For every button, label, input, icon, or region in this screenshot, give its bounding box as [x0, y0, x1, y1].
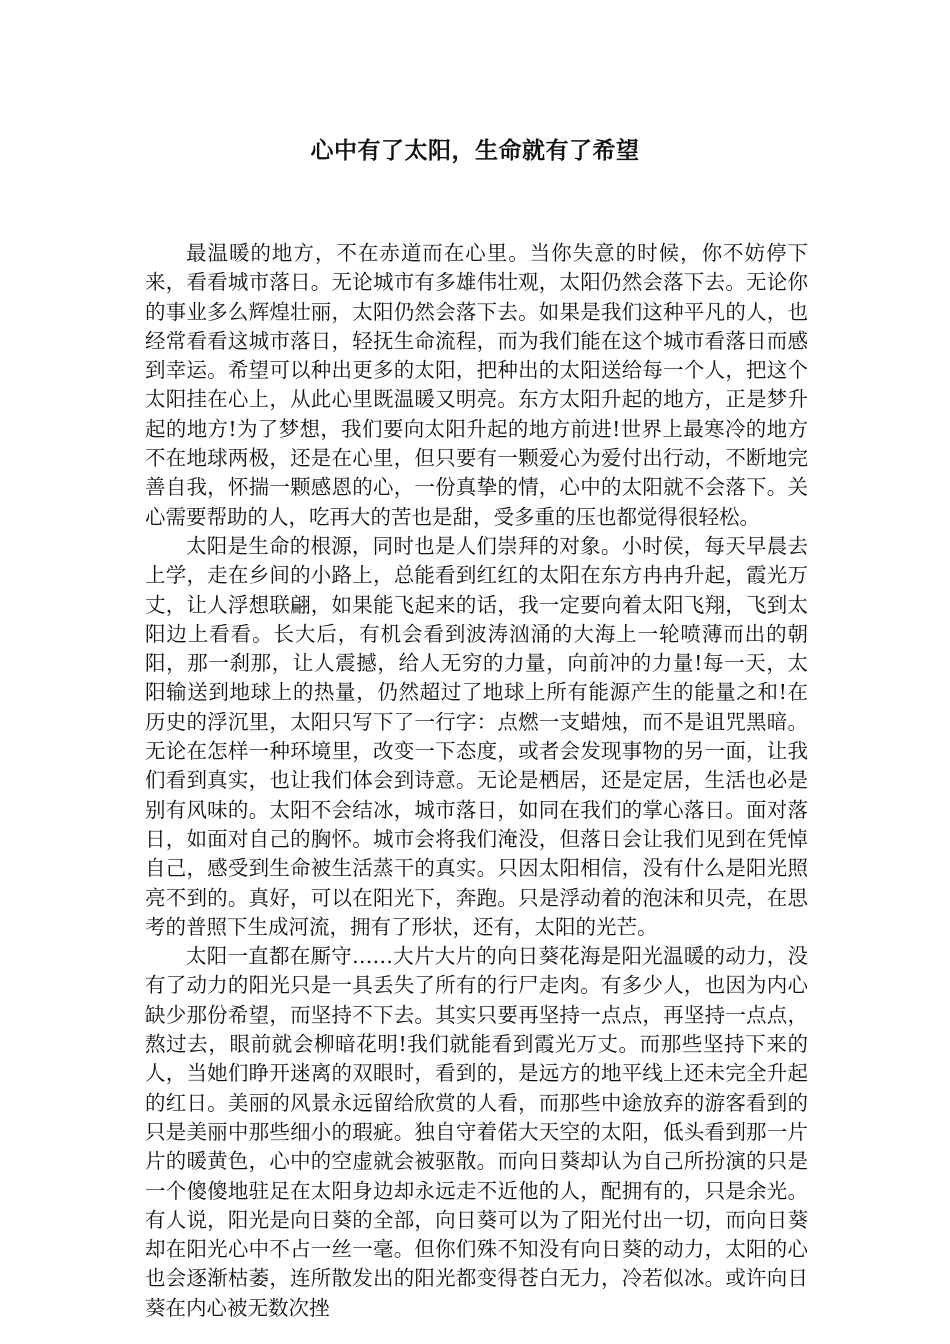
document-body: [145, 239, 808, 1323]
paragraph: 太阳一直都在厮守……大片大片的向日葵花海是阳光温暖的动力，没有了动力的阳光只是一具丢失了所有的行尸走肉。有多少人，也因为内心缺少那份希望，而坚持不下去。其实只要再坚持一点点，再坚持一点点，熬过去，眼前就会柳暗花明!我们就能看到霞光万丈。而那些坚持下来的人，当她们睁开迷离的双眼时，看到的，是远方的地平线上还未完全升起的红日。美丽的风景永远留给欣赏的人看，而那些中途放弃的游客看到的只是美丽中那些细小的瑕疵。独自守着偌大天空的太阳，低头看到那一片片的暖黄色，心中的空虚就会被驱散。而向日葵却认为自己所扮演的只是一个傻傻地驻足在太阳身边却永远走不近他的人，配拥有的，只是余光。有人说，阳光是向日葵的全部，向日葵可以为了阳光付出一切，而向日葵却在阳光心中不占一丝一毫。但你们殊不知没有向日葵的动力，太阳的心也会逐渐枯萎，连所散发出的阳光都变得苍白无力，冷若似冰。或许向日葵在内心被无数次挫: [145, 944, 808, 1320]
paragraph: 最温暖的地方，不在赤道而在心里。当你失意的时候，你不妨停下来，看看城市落日。无论城市有多雄伟壮观，太阳仍然会落下去。无论你的事业多么辉煌壮丽，太阳仍然会落下去。如果是我们这种平凡的人，也经常看看这城市落日，轻抚生命流程，而为我们能在这个城市看落日而感到幸运。希望可以种出更多的太阳，把种出的太阳送给每一个人，把这个太阳挂在心上，从此心里既温暖又明亮。东方太阳升起的地方，正是梦升起的地方!为了梦想，我们要向太阳升起的地方前进!世界上最寒冷的地方不在地球两极，还是在心里，但只要有一颗爱心为爱付出行动，不断地完善自我，怀揣一颗感恩的心，一份真挚的情，心中的太阳就不会落下。关心需要帮助的人，吃再大的苦也是甜，受多重的压也都觉得很轻松。: [145, 241, 808, 529]
document-title: 心中有了太阳，生命就有了希望: [310, 138, 640, 164]
paragraph: 太阳是生命的根源，同时也是人们崇拜的对象。小时侯，每天早晨去上学，走在乡间的小路上，总能看到红红的太阳在东方冉冉升起，霞光万丈，让人浮想联翩，如果能飞起来的话，我一定要向着太阳飞翔，飞到太阳边上看看。长大后，有机会看到波涛汹涌的大海上一轮喷薄而出的朝阳，那一刹那，让人震撼，给人无穷的力量，向前冲的力量!每一天，太阳输送到地球上的热量，仍然超过了地球上所有能源产生的能量之和!在历史的浮沉里，太阳只写下了一行字：点燃一支蜡烛，而不是诅咒黑暗。无论在怎样一种环境里，改变一下态度，或者会发现事物的另一面，让我们看到真实，也让我们体会到诗意。无论是栖居，还是定居，生活也必是别有风味的。太阳不会结冰，城市落日，如同在我们的掌心落日。面对落日，如面对自己的胸怀。城市会将我们淹没，但落日会让我们见到在凭悼自己，感受到生命被生活蒸干的真实。只因太阳相信，没有什么是阳光照亮不到的。真好，可以在阳光下，奔跑。只是浮动着的泡沫和贝壳，在思考的普照下生成河流，拥有了形状，还有，太阳的光芒。: [145, 533, 808, 939]
